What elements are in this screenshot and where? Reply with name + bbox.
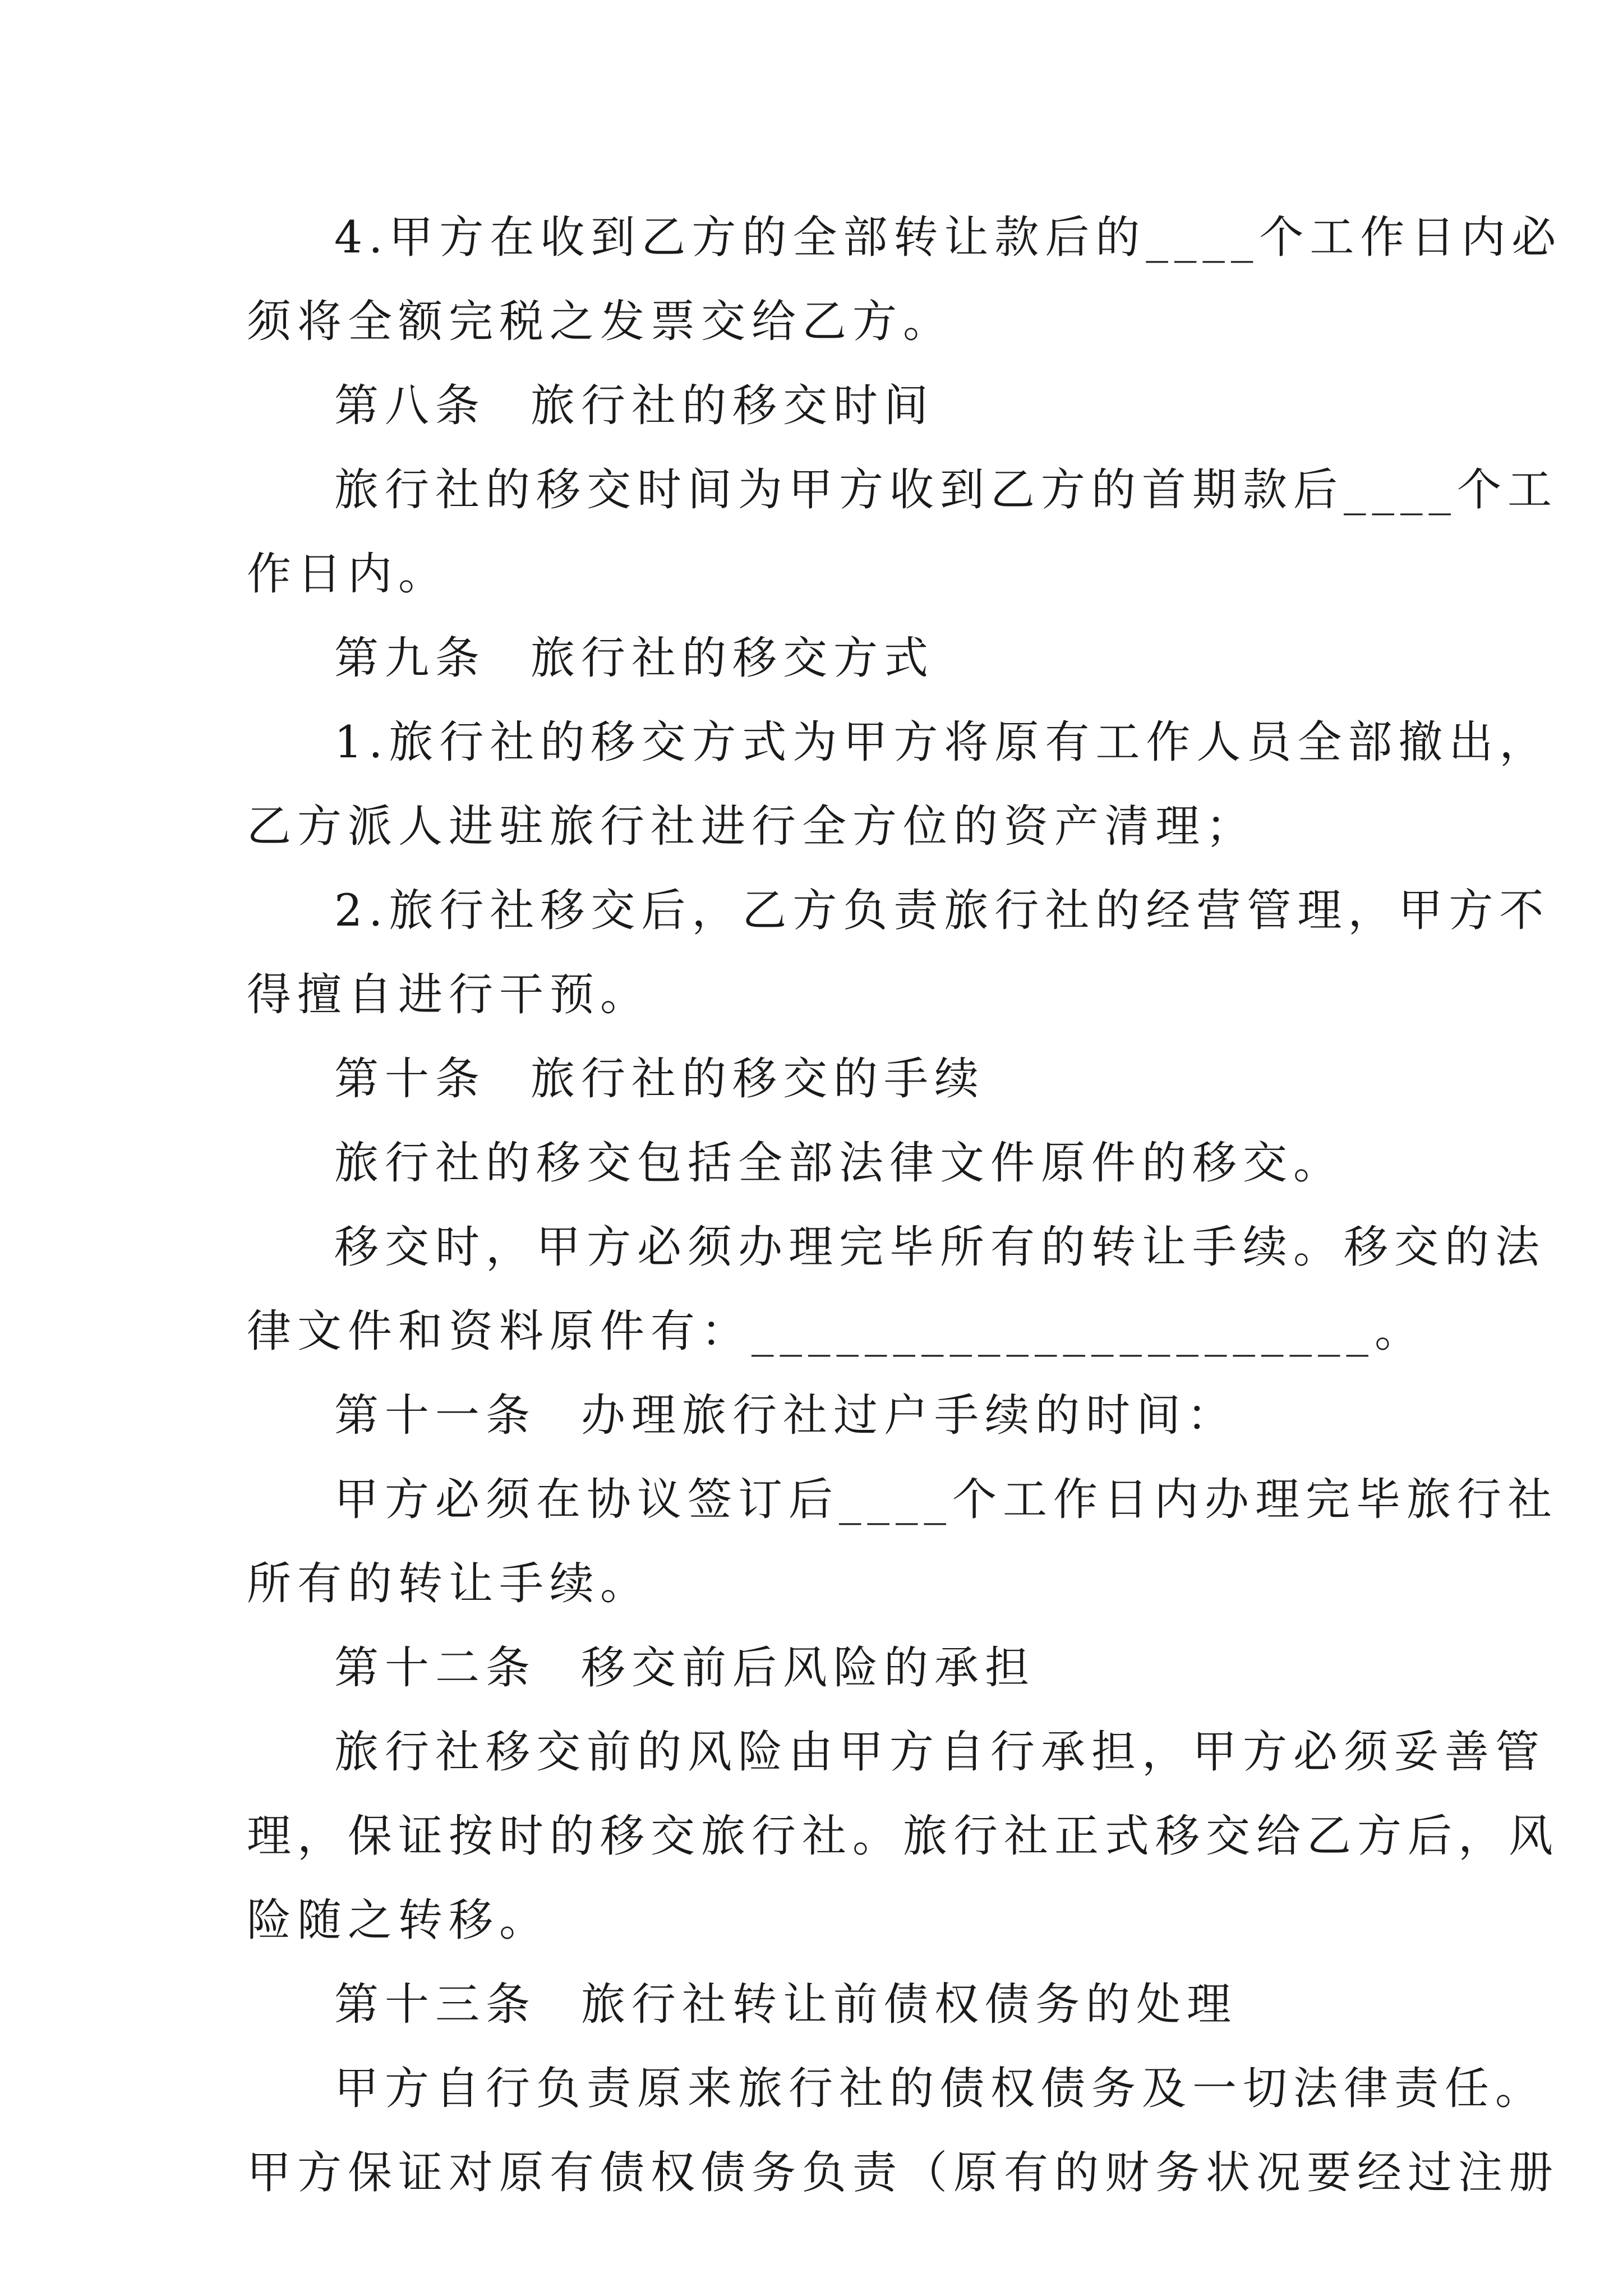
article-number: 第十一条	[334, 1389, 536, 1441]
article-title: 办理旅行社过户手续的时间：	[581, 1389, 1237, 1441]
paragraph-line: 2.旅行社移交后，乙方负责旅行社的经营管理，甲方不	[334, 885, 1550, 936]
paragraph-line: 所有的转让手续。	[247, 1558, 651, 1609]
paragraph-line: 甲方必须在协议签订后____个工作日内办理完毕旅行社	[334, 1474, 1558, 1525]
article-heading	[247, 1373, 1396, 1457]
article-title: 移交前后风险的承担	[581, 1642, 1035, 1694]
paragraph-line: 乙方派人进驻旅行社进行全方位的资产清理；	[247, 800, 1256, 852]
article-number: 第九条	[334, 632, 486, 684]
article-heading	[247, 1037, 1396, 1121]
paragraph-line: 理，保证按时的移交旅行社。旅行社正式移交给乙方后，风	[247, 1810, 1559, 1862]
paragraph-line: 须将全额完税之发票交给乙方。	[247, 296, 953, 347]
document-body	[247, 195, 1562, 2215]
paragraph-line: 甲方保证对原有债权债务负责（原有的财务状况要经过注册	[247, 2147, 1559, 2198]
article-number: 第十条	[334, 1053, 486, 1105]
paragraph-line: 旅行社的移交时间为甲方收到乙方的首期款后____个工	[334, 464, 1558, 516]
article-title: 旅行社转让前债权债务的处理	[581, 1978, 1237, 2030]
paragraph-line: 律文件和资料原件有：______________________。	[247, 1305, 1425, 1357]
article-heading	[247, 1626, 1396, 1710]
article-heading	[247, 364, 1396, 448]
paragraph-line: 4.甲方在收到乙方的全部转让款后的____个工作日内必	[334, 211, 1562, 263]
article-heading	[247, 1962, 1396, 2046]
article-heading	[247, 616, 1396, 700]
article-number: 第八条	[334, 380, 486, 431]
paragraph-line: 得擅自进行干预。	[247, 969, 651, 1020]
paragraph-line: 甲方自行负责原来旅行社的债权债务及一切法律责任。	[334, 2063, 1546, 2114]
paragraph-line: 旅行社移交前的风险由甲方自行承担，甲方必须妥善管	[334, 1726, 1546, 1778]
article-title: 旅行社的移交方式	[531, 632, 934, 684]
article-title: 旅行社的移交时间	[531, 380, 934, 431]
paragraph-line: 险随之转移。	[247, 1894, 550, 1946]
article-number: 第十三条	[334, 1978, 536, 2030]
paragraph-line: 移交时，甲方必须办理完毕所有的转让手续。移交的法	[334, 1221, 1546, 1273]
article-title: 旅行社的移交的手续	[531, 1053, 985, 1105]
paragraph-line: 作日内。	[247, 548, 449, 600]
article-number: 第十二条	[334, 1642, 536, 1694]
paragraph-line: 1.旅行社的移交方式为甲方将原有工作人员全部撤出，	[334, 716, 1550, 768]
paragraph-line: 旅行社的移交包括全部法律文件原件的移交。	[334, 1137, 1344, 1189]
